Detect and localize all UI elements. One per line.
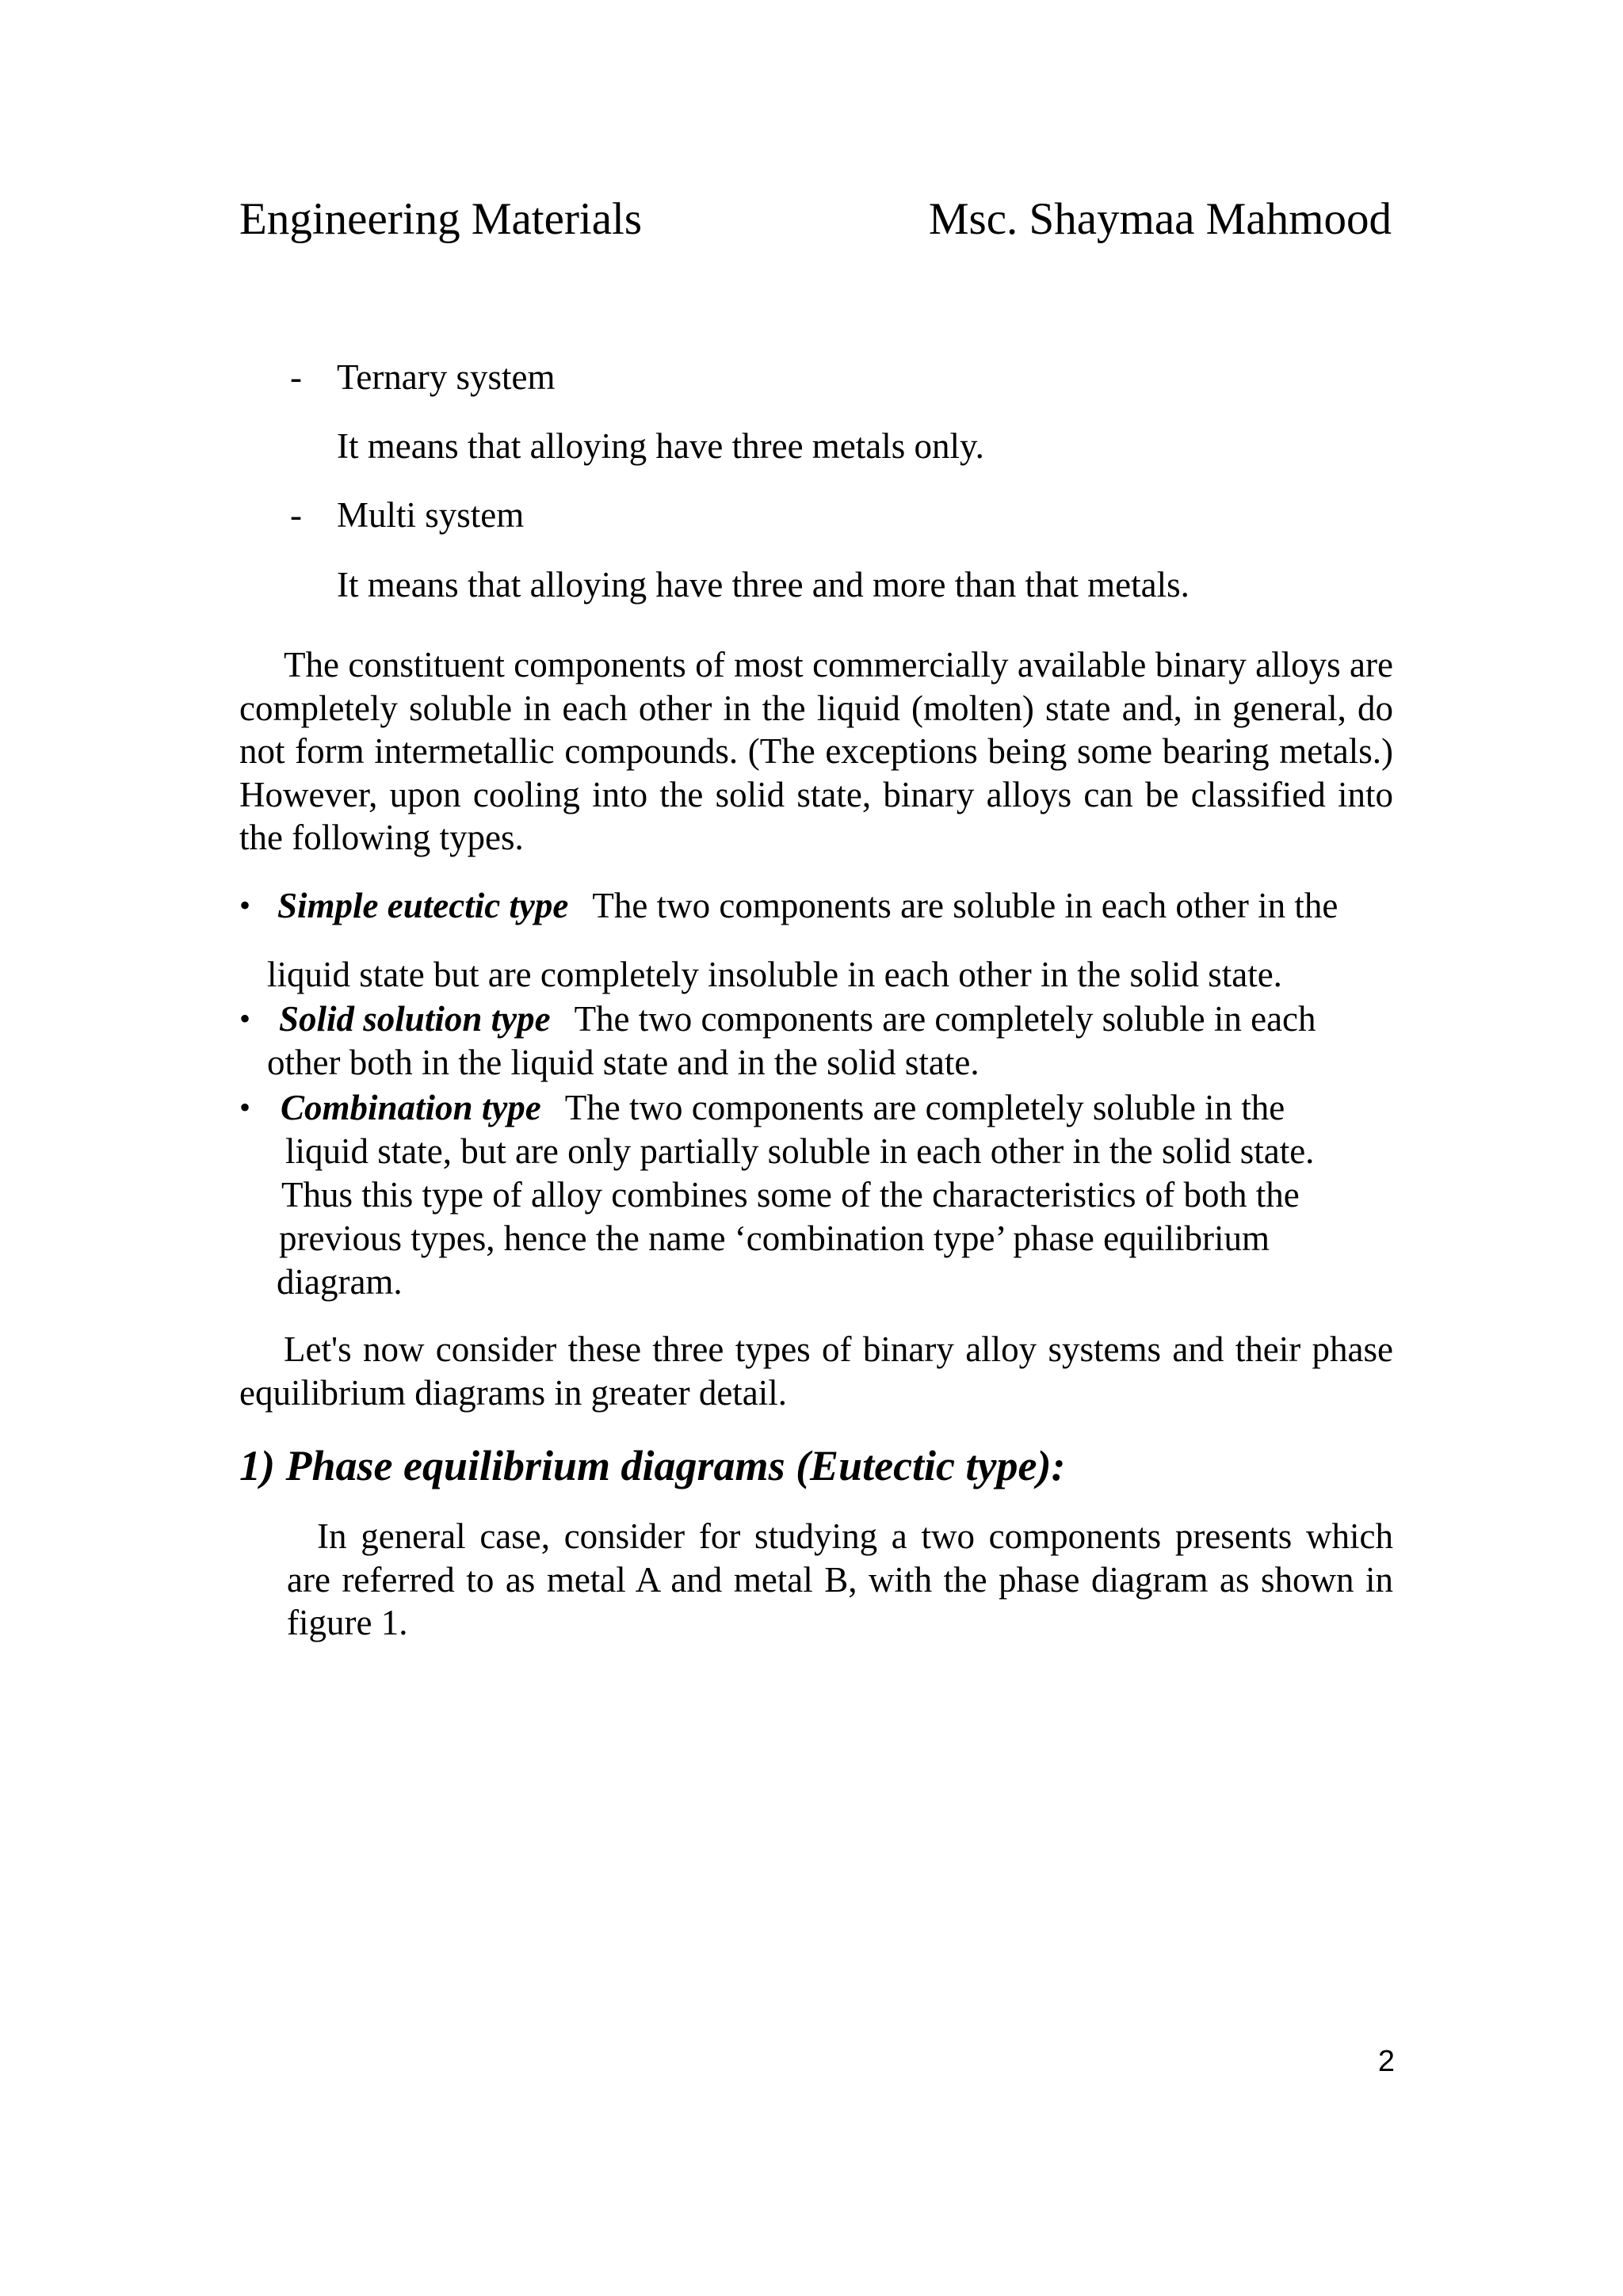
- type-term: Simple eutectic type: [277, 886, 569, 925]
- list-item-multi-desc: It means that alloying have three and more than that metals.: [337, 565, 1190, 605]
- type-solid-solution-cont: other both in the liquid state and in the solid state.: [267, 1043, 980, 1082]
- type-simple-eutectic: [277, 883, 1338, 928]
- dash-marker: -: [290, 357, 302, 397]
- page-number: 2: [1377, 2045, 1395, 2078]
- bullet-marker: •: [239, 1001, 251, 1036]
- bullet-marker: •: [239, 887, 251, 923]
- type-combination: [281, 1085, 1285, 1130]
- type-combination-cont: diagram.: [277, 1262, 403, 1302]
- type-desc: The two components are soluble in each other in the: [592, 886, 1338, 925]
- list-item-ternary-title: Ternary system: [337, 357, 556, 397]
- header-course-title: Engineering Materials: [239, 194, 643, 244]
- consider-paragraph: Let's now consider these three types of binary alloy systems and their phase equilibrium diagrams in greater detail.: [239, 1329, 1393, 1413]
- list-item-multi-title: Multi system: [337, 495, 525, 535]
- bullet-marker: •: [239, 1089, 251, 1125]
- type-combination-cont: liquid state, but are only partially soluble in each other in the solid state.: [285, 1131, 1315, 1171]
- type-simple-eutectic-cont: liquid state but are completely insoluble in each other in the solid state.: [267, 955, 1282, 994]
- type-combination-cont: previous types, hence the name ‘combination type’ phase equilibrium: [279, 1219, 1270, 1258]
- dash-marker: -: [290, 495, 302, 535]
- type-term: Combination type: [281, 1088, 541, 1127]
- type-term: Solid solution type: [279, 999, 551, 1039]
- type-desc: The two components are completely soluble in the: [564, 1088, 1285, 1127]
- type-solid-solution: [279, 997, 1316, 1041]
- header-author: Msc. Shaymaa Mahmood: [928, 194, 1392, 244]
- type-combination-cont: Thus this type of alloy combines some of the characteristics of both the: [281, 1175, 1300, 1215]
- intro-paragraph: The constituent components of most commercially available binary alloys are completely soluble in each other in the liquid (molten) state and, in general, do not form intermetallic compounds. (The exceptions being some bearing metals.) However, upon cooling into the solid state, binary alloys can be classified into the following types.: [239, 645, 1393, 857]
- section-paragraph: In general case, consider for studying a two components presents which are referred to as metal A and metal B, with the phase diagram as shown in figure 1.: [287, 1516, 1393, 1642]
- type-desc: The two components are completely soluble in each: [574, 999, 1316, 1039]
- list-item-ternary-desc: It means that alloying have three metals only.: [337, 426, 984, 466]
- section-heading: 1) Phase equilibrium diagrams (Eutectic type):: [239, 1442, 1066, 1489]
